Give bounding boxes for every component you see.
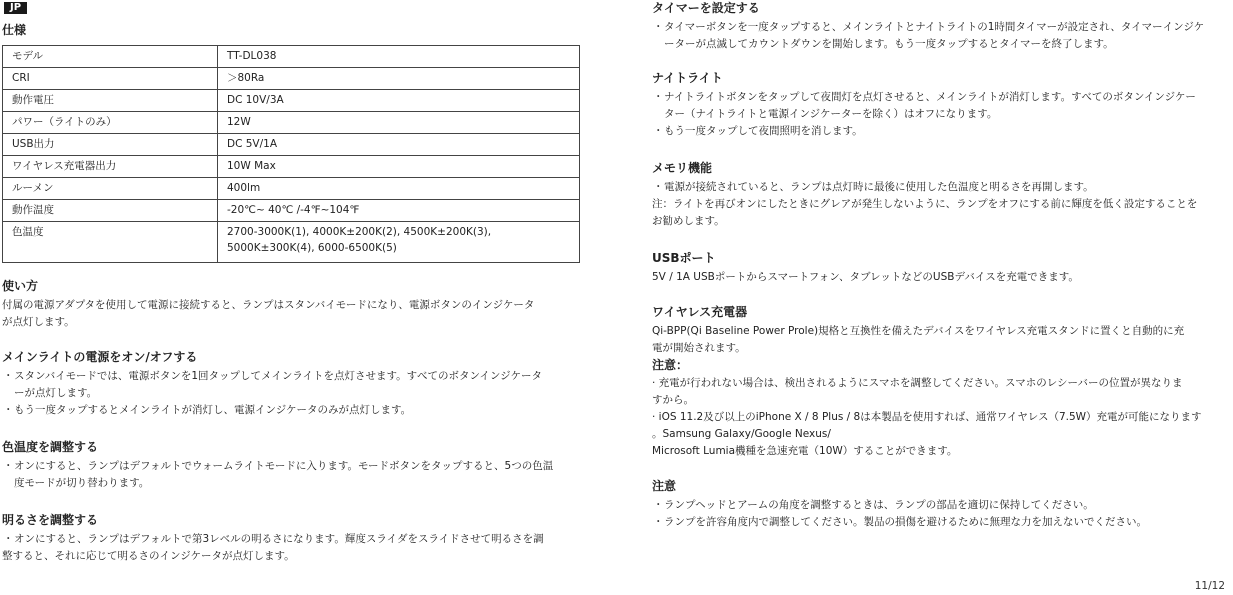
main-light-section <box>2 349 580 419</box>
usb-port-section <box>652 250 1232 286</box>
body-text: 付属の電源アダプタを使用して電源に接続すると、ランプはスタンバイモードになり、電源ボタンのインジケータ <box>2 299 535 311</box>
bullet-item <box>652 497 1232 514</box>
note-title: 注意： <box>652 358 689 372</box>
bullet-item <box>2 458 580 475</box>
bullet-mark: ・ <box>653 125 664 137</box>
night-light-section <box>652 70 1232 140</box>
body-text: が点灯します。 <box>2 316 75 328</box>
section-title: 注意 <box>652 479 677 493</box>
body-text: 整すると、それに応じて明るさのインジケータが点灯します。 <box>2 550 295 562</box>
table-row <box>3 222 580 263</box>
wireless-section <box>652 304 1232 460</box>
spec-key: ワイヤレス充電器出力 <box>3 156 218 178</box>
timer-section <box>652 0 1232 53</box>
note-text: すから。 <box>652 394 694 406</box>
color-temp-line: 5000K±300K(4), 6000-6500K(5) <box>227 242 397 254</box>
body-text: 電が開始されます。 <box>652 342 746 354</box>
table-row <box>3 178 580 200</box>
language-badge: JP <box>4 2 27 14</box>
bullet-text: ーターが点滅してカウントダウンを開始します。もう一度タップするとタイマーを終了します。 <box>664 38 1114 50</box>
bullet-item <box>652 123 1232 140</box>
bullet-continuation <box>2 385 580 402</box>
spec-value: 10W Max <box>218 156 580 178</box>
bullet-mark: ・ <box>653 181 664 193</box>
spec-table <box>2 45 580 263</box>
bullet-mark: ・ <box>3 460 14 472</box>
bullet-continuation <box>2 475 580 492</box>
bullet-text: オンにすると、ランプはデフォルトで第3レベルの明るさになります。輝度スライダをスライドさせて明るさを調 <box>14 533 544 545</box>
spec-value: ＞80Ra <box>218 68 580 90</box>
table-row <box>3 200 580 222</box>
section-title: USBポート <box>652 251 716 265</box>
spec-key: パワー（ライトのみ） <box>3 112 218 134</box>
spec-value: 400lm <box>218 178 580 200</box>
caution-section <box>652 478 1232 531</box>
note-text: · iOS 11.2及び以上のiPhone X / 8 Plus / 8は本製品を使用すれば、通常ワイヤレス（7.5W）充電が可能になります <box>652 411 1202 423</box>
bullet-item <box>652 19 1232 36</box>
bullet-item <box>2 368 580 385</box>
spec-value: DC 5V/1A <box>218 134 580 156</box>
bullet-text: 度モードが切り替わります。 <box>14 477 150 489</box>
spec-value: -20℃~ 40℃ /-4℉~104℉ <box>218 200 580 222</box>
table-row <box>3 90 580 112</box>
spec-key: 動作電圧 <box>3 90 218 112</box>
bullet-mark: ・ <box>653 91 664 103</box>
bullet-continuation <box>652 106 1232 123</box>
section-title: タイマーを設定する <box>652 1 760 15</box>
usage-section <box>2 278 580 331</box>
bullet-item <box>2 531 580 548</box>
spec-key: ルーメン <box>3 178 218 200</box>
table-row <box>3 156 580 178</box>
section-title: ナイトライト <box>652 71 723 85</box>
bullet-mark: ・ <box>3 404 14 416</box>
section-title: ワイヤレス充電器 <box>652 305 748 319</box>
bullet-item <box>652 179 1232 196</box>
spec-key: 動作温度 <box>3 200 218 222</box>
bullet-mark: ・ <box>653 499 664 511</box>
spec-key: CRI <box>3 68 218 90</box>
table-row <box>3 46 580 68</box>
bullet-text: ランプを許容角度内で調整してください。製品の損傷を避けるために無理な力を加えないでください。 <box>664 516 1147 528</box>
spec-value: 12W <box>218 112 580 134</box>
bullet-text: ター（ナイトライトと電源インジケーターを除く）はオフになります。 <box>664 108 998 120</box>
bullet-text: ランプヘッドとアームの角度を調整するときは、ランプの部品を適切に保持してください。 <box>664 499 1094 511</box>
spec-value: DC 10V/3A <box>218 90 580 112</box>
bullet-text: ーが点灯します。 <box>14 387 98 399</box>
bullet-text: もう一度タップするとメインライトが消灯し、電源インジケータのみが点灯します。 <box>14 404 412 416</box>
bullet-mark: ・ <box>3 533 14 545</box>
note-text: Microsoft Lumia機種を急速充電（10W）することができます。 <box>652 445 958 457</box>
bullet-text: ナイトライトボタンをタップして夜間灯を点灯させると、メインライトが消灯します。すべてのボタンインジケー <box>664 91 1196 103</box>
table-row <box>3 134 580 156</box>
bullet-mark: ・ <box>3 370 14 382</box>
bullet-text: 電源が接続されていると、ランプは点灯時に最後に使用した色温度と明るさを再開します。 <box>664 181 1094 193</box>
brightness-section <box>2 512 580 565</box>
table-row <box>3 112 580 134</box>
body-text: 5V / 1A USBポートからスマートフォン、タブレットなどのUSBデバイスを充電できます。 <box>652 271 1079 283</box>
note-text: 注：ライトを再びオンにしたときにグレアが発生しないように、ランプをオフにする前に輝度を低く設定することを <box>652 198 1198 210</box>
bullet-text: もう一度タップして夜間照明を消します。 <box>664 125 863 137</box>
section-title: メインライトの電源をオン/オフする <box>2 350 198 364</box>
spec-key: USB出力 <box>3 134 218 156</box>
color-temp-section <box>2 439 580 492</box>
page-number: 11/12 <box>1194 580 1225 592</box>
spec-key: 色温度 <box>3 222 218 263</box>
section-title: 使い方 <box>2 279 39 293</box>
spec-title: 仕様 <box>2 23 27 37</box>
spec-value <box>218 222 580 263</box>
note-text: 。Samsung Galaxy/Google Nexus/ <box>652 428 831 440</box>
bullet-text: タイマーボタンを一度タップすると、メインライトとナイトライトの1時間タイマーが設定され、タイマーインジケ <box>664 21 1205 33</box>
body-text: Qi-BPP(Qi Baseline Power Prole)規格と互換性を備えたデバイスをワイヤレス充電スタンドに置くと自動的に充 <box>652 325 1185 337</box>
bullet-mark: ・ <box>653 516 664 528</box>
bullet-mark: ・ <box>653 21 664 33</box>
color-temp-line: 2700-3000K(1), 4000K±200K(2), 4500K±200K(3), <box>227 226 492 238</box>
table-row <box>3 68 580 90</box>
note-text: お勧めします。 <box>652 215 725 227</box>
section-title: 明るさを調整する <box>2 513 99 527</box>
bullet-text: スタンバイモードでは、電源ボタンを1回タップしてメインライトを点灯させます。すべてのボタンインジケータ <box>14 370 542 382</box>
bullet-item <box>652 514 1232 531</box>
section-title: メモリ機能 <box>652 161 713 175</box>
memory-section <box>652 160 1232 230</box>
bullet-item <box>2 402 580 419</box>
note-text: · 充電が行われない場合は、検出されるようにスマホを調整してください。スマホのレシーバーの位置が異なりま <box>652 377 1183 389</box>
spec-key: モデル <box>3 46 218 68</box>
bullet-item <box>652 89 1232 106</box>
section-title: 色温度を調整する <box>2 440 99 454</box>
bullet-continuation <box>652 36 1232 53</box>
spec-value: TT-DL038 <box>218 46 580 68</box>
bullet-text: オンにすると、ランプはデフォルトでウォームライトモードに入ります。モードボタンをタップすると、5つの色温 <box>14 460 554 472</box>
